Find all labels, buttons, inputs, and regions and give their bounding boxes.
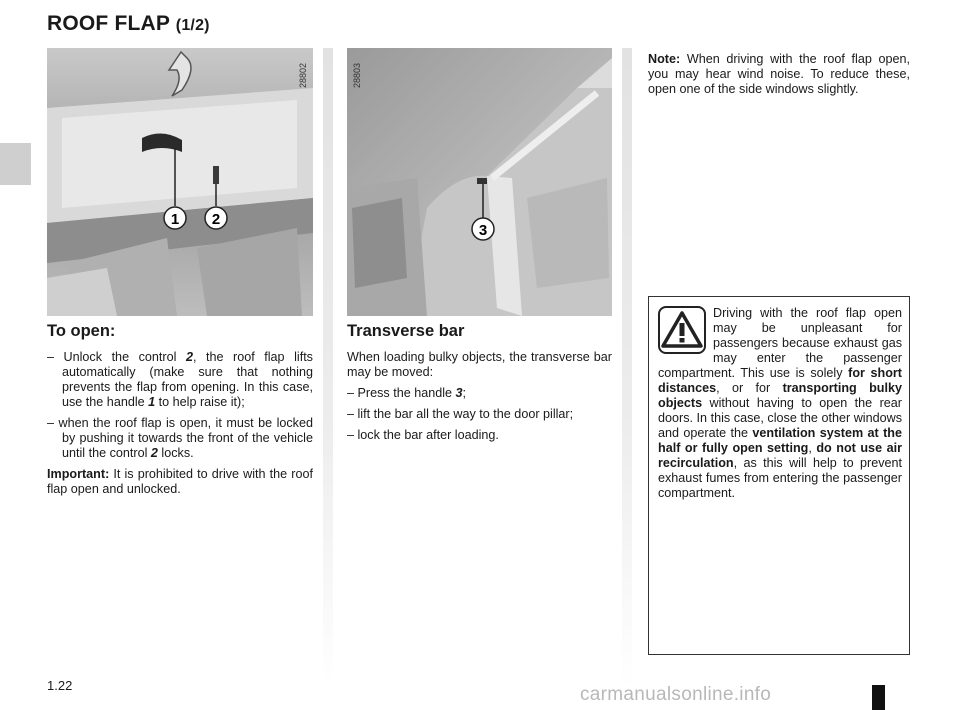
heading-to-open: To open: [47,322,116,340]
heading-transverse-bar: Transverse bar [347,322,465,340]
photo-transverse-bar [347,48,612,316]
open-step-1: – Unlock the control 2, the roof flap lifts automatically (make sure that nothing prevents the flap from opening. In this case, use the handle 1 to help raise it); [47,350,313,409]
section-side-tab [0,143,31,185]
page-title-main: ROOF FLAP [47,12,170,35]
callout-3: 3 [478,222,488,239]
page-number: 1.22 [47,678,73,693]
wind-noise-note [648,52,910,103]
column-divider-1 [323,48,333,688]
photo-ref-28803: 28803 [352,62,362,88]
transverse-step-3: – lock the bar after loading. [347,428,499,442]
column-divider-2 [622,48,632,688]
callout-1: 1 [170,211,180,228]
photo-ref-28802: 28802 [298,62,308,88]
note-label: Note: [648,52,681,66]
transverse-step-2: – lift the bar all the way to the door pillar; [347,407,574,421]
page-title-sub: (1/2) [175,17,210,34]
transverse-instructions [347,350,612,449]
photo-transverse-bar-illustration [347,48,612,316]
photo-roof-flap-interior [47,48,313,316]
watermark: carmanualsonline.info [580,684,772,705]
important-note: Important: It is prohibited to drive with the roof flap open and unlocked. [47,467,313,496]
transverse-step-1: – Press the handle 3; [347,386,467,400]
open-step-2: – when the roof flap is open, it must be locked by pushing it towards the front of the vehicle until the control 2 locks. [47,416,313,460]
note-text: When driving with the roof flap open, you may hear wind noise. To reduce these, open one of the side windows slightly. [648,52,910,96]
photo-roof-flap-interior-illustration [47,48,313,316]
page-corner-mark [872,685,885,710]
warning-text: Driving with the roof flap open may be unpleasant for passengers because exhaust gas may enter the passenger compartment. This use is solely for short distances, or for transporting bulky objects without having to open the rear doors. In this case, close the other windows and operate the ventilation system at the half or fully open setting, do not use air recirculation, as this will help to prevent exhaust fumes from entering the passenger compartment. [658,306,903,500]
page-title [47,12,210,36]
transverse-intro: When loading bulky objects, the transverse bar may be moved: [347,350,612,379]
open-instructions [47,350,313,503]
callout-2: 2 [211,211,221,228]
